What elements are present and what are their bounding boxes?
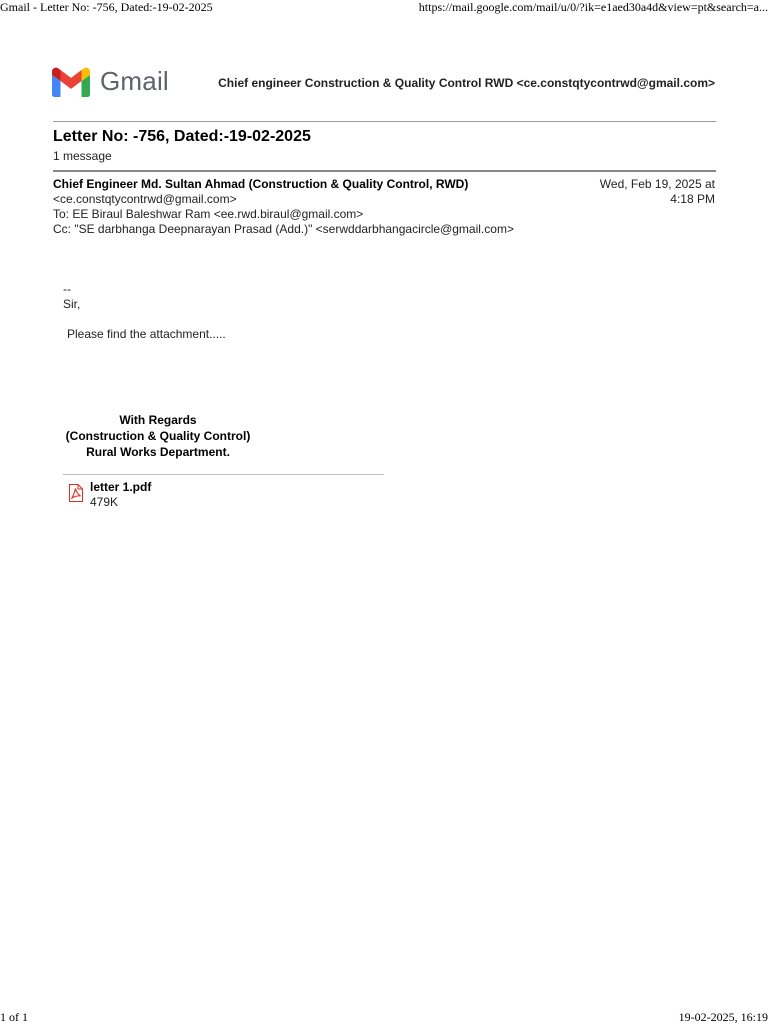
gmail-wordmark: Gmail <box>100 66 169 96</box>
body-text: Please find the attachment..... <box>67 327 226 341</box>
to-recipients: To: EE Biraul Baleshwar Ram <ee.rwd.biraul@gmail.com> <box>53 207 364 221</box>
message-date: Wed, Feb 19, 2025 at <box>599 177 715 191</box>
pdf-file-icon[interactable] <box>68 484 84 507</box>
attachment-name[interactable]: letter 1.pdf <box>90 480 152 494</box>
cc-recipients: Cc: "SE darbhanga Deepnarayan Prasad (Add.)" <serwddarbhangacircle@gmail.com> <box>53 222 514 236</box>
message-time: 4:18 PM <box>670 192 715 206</box>
signature-line-regards: With Regards <box>119 413 197 427</box>
subject-divider <box>53 170 716 172</box>
gmail-logo <box>52 66 169 97</box>
attachment-size: 479K <box>90 495 119 509</box>
body-salutation: Sir, <box>63 297 81 311</box>
signature-block <box>63 412 253 460</box>
print-footer-datetime: 19-02-2025, 16:19 <box>678 1010 768 1024</box>
header-divider <box>53 121 716 122</box>
account-email: Chief engineer Construction & Quality Control RWD <ce.constqtycontrwd@gmail.com> <box>218 76 715 90</box>
message-count: 1 message <box>53 149 112 163</box>
print-header-title: Gmail - Letter No: -756, Dated:-19-02-2025 <box>0 0 213 14</box>
sender-name: Chief Engineer Md. Sultan Ahmad (Construction & Quality Control, RWD) <box>53 177 469 191</box>
thread-subject: Letter No: -756, Dated:-19-02-2025 <box>53 128 311 145</box>
sender-email: <ce.constqtycontrwd@gmail.com> <box>53 192 237 206</box>
attachment-divider <box>63 474 384 475</box>
print-footer-page: 1 of 1 <box>0 1010 28 1024</box>
gmail-m-icon <box>52 67 90 97</box>
signature-separator: -- <box>63 282 71 296</box>
signature-line-division: (Construction & Quality Control) <box>65 429 251 443</box>
print-header-url: https://mail.google.com/mail/u/0/?ik=e1aed30a4d&view=pt&search=a... <box>418 0 768 14</box>
signature-line-department: Rural Works Department. <box>86 445 230 459</box>
